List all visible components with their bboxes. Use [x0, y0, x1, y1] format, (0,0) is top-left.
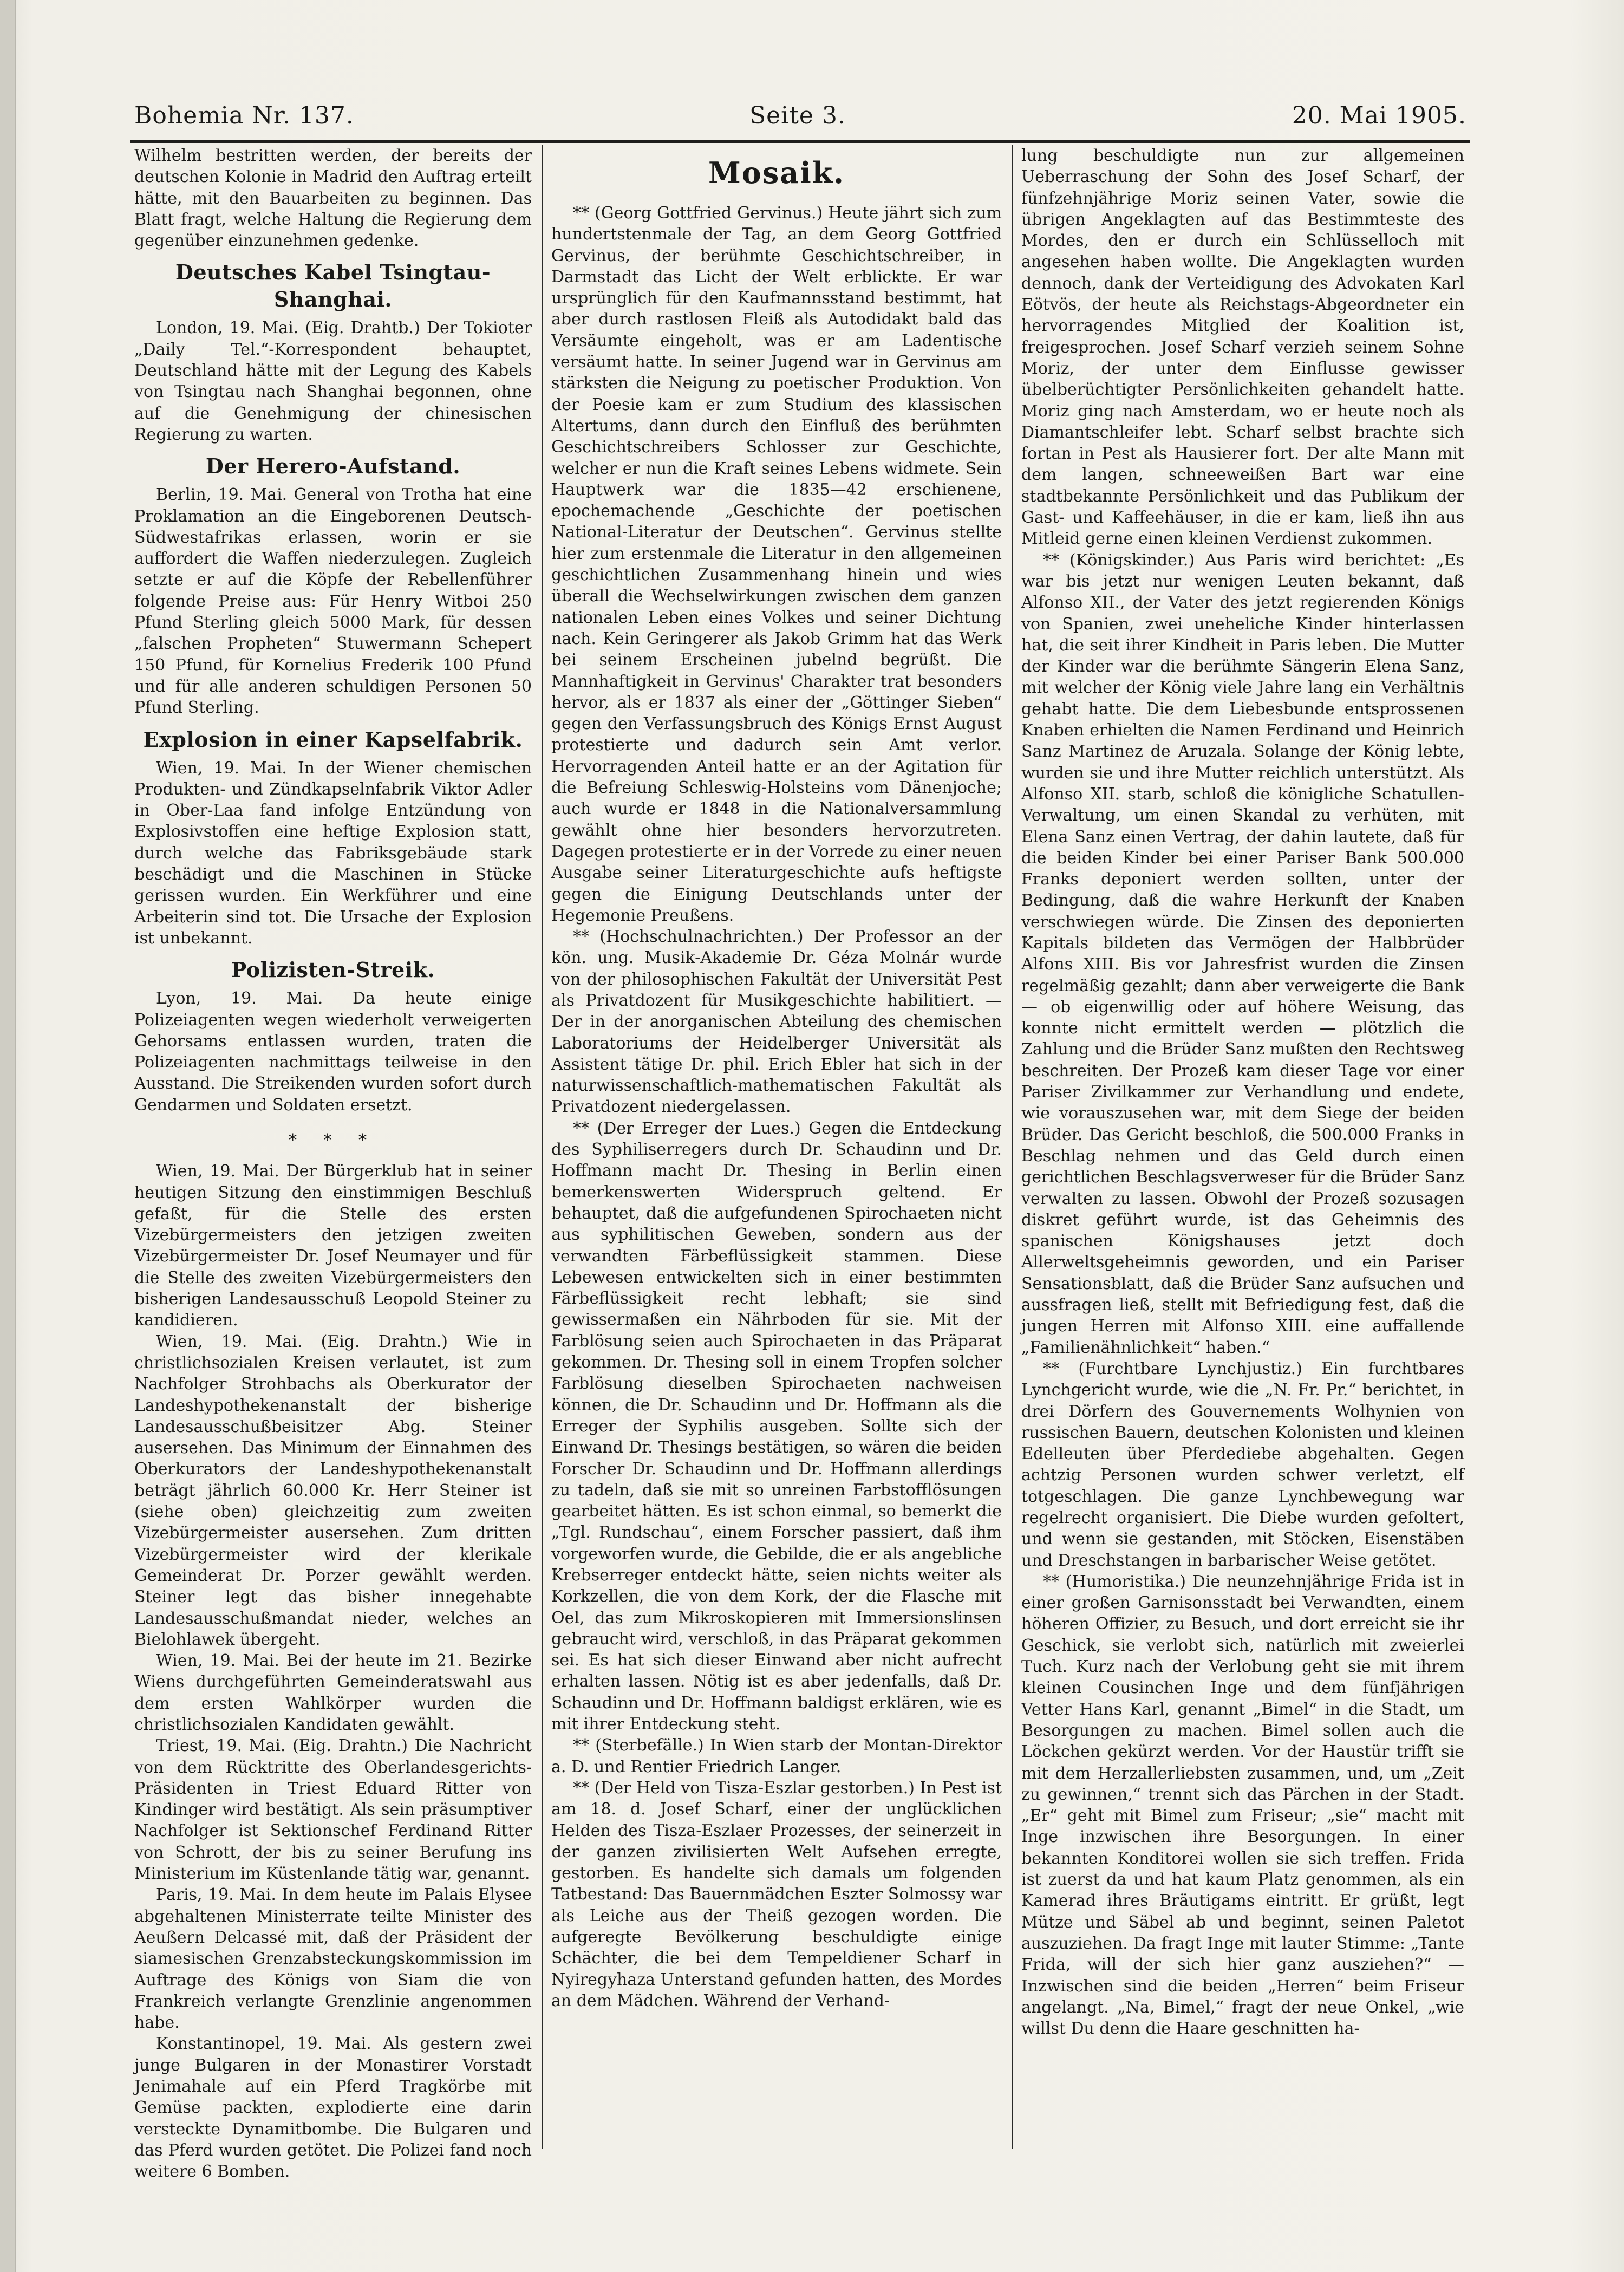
header-date: 20. Mai 1905. — [1292, 102, 1466, 129]
article-paragraph: ** (Hochschulnachrichten.) Der Professor an der kön. ung. Musik-Akademie Dr. Géza Molnár wurde von der philosophischen Fakultät der Universität Pest als Privatdozent für Musikgeschichte habilitiert. — Der in der anorganischen Abteilung des chemischen Laboratoriums der Heidelberger Universität als Assistent tätige Dr. phil. Erich Ebler hat sich in der naturwissenschaftlich-mathematischen Fakultät als Privatdozent niedergelassen. — [551, 927, 1002, 1117]
article-paragraph: ** (Der Erreger der Lues.) Gegen die Entdeckung des Syphiliserregers durch Dr. Schaudinn und Dr. Hoffmann macht Dr. Thesing in Berlin einen bemerkenswerten Widerspruch geltend. Er behauptet, daß die aufgefundenen Spirochaeten nicht aus syphilitischen Geweben, sondern aus der verwandten Färbeflüssigkeit stammen. Diese Lebewesen entwickelten sich in einer bestimmten Färbeflüssigkeit recht lebhaft; sie sind gewissermaßen ein Nährboden für sie. Mit der Farblösung seien auch Spirochaeten in das Präparat gekommen. Dr. Thesing soll in einem Tropfen solcher Farblösung dieselben Spirochaeten nachweisen können, die Dr. Schaudinn und Dr. Hoffmann als die Erreger der Syphilis ausgeben. Sollte sich der Einwand Dr. Thesings bestätigen, so wären die beiden Forscher Dr. Schaudinn und Dr. Hoffmann allerdings zu tadeln, daß sie mit so unreinen Farbstofflösungen gearbeitet hätten. Es ist schon einmal, so bemerkt die „Tgl. Rundschau“, einem Forscher passiert, daß ihm vorgeworfen wurde, die Gebilde, die er als angebliche Krebserreger entdeckt hätte, seien nichts weiter als Korkzellen, die von dem Kork, der die Flasche mit Oel, das zum Mikroskopieren mit Immersionslinsen gebraucht wird, verschloß, in das Präparat gekommen sei. Es hat sich dieser Einwand aber nicht aufrecht erhalten lassen. Nötig ist es aber jedenfalls, daß Dr. Schaudinn und Dr. Hoffmann baldigst erklären, wie es mit ihrer Entdeckung steht. — [551, 1118, 1002, 1734]
article-heading: Explosion in einer Kapselfabrik. — [143, 727, 523, 752]
header-rule — [130, 140, 1470, 143]
article-paragraph: lung beschuldigte nun zur allgemeinen Ueberraschung der Sohn des Josef Scharf, der fünfzehnjährige Moriz seinen Vater, sowie die übrigen Angeklagten auf das Bestimmteste des Mordes, den er durch ein Schlüsselloch mit angesehen haben wollte. Die Angeklagten wurden dennoch, dank der Verteidigung des Advokaten Karl Eötvös, der heute als Reichstags-Abgeordneter ein hervorragendes Mitglied der Koalition ist, freigesprochen. Josef Scharf verzieh seinem Sohne Moriz, der unter dem Einflusse gewisser übelberüchtigter Persönlichkeiten gehandelt hatte. Moriz ging nach Amsterdam, wo er heute noch als Diamantschleifer lebt. Scharf selbst brachte sich fortan in Pest als Hausierer fort. Der alte Mann mit dem langen, schneeweißen Bart war eine stadtbekannte Persönlichkeit und das Publikum der Gast- und Kaffeehäuser, in die er kam, ließ ihn aus Mitleid gerne einen kleinen Verdienst zukommen. — [1021, 146, 1464, 549]
article-heading: Deutsches Kabel Tsingtau-Shanghai. — [175, 260, 491, 312]
column-2 — [551, 145, 1002, 2149]
article-paragraph: ** (Georg Gottfried Gervinus.) Heute jährt sich zum hundertstenmale der Tag, an dem Georg Gottfried Gervinus, der berühmte Geschichtschreiber, in Darmstadt das Licht der Welt erblickte. Er war ursprünglich für den Kaufmannsstand bestimmt, hat aber durch rastlosen Fleiß als Autodidakt bald das Versäumte eingeholt, was er am Ladentische versäumt hatte. In seiner Jugend war in Gervinus am stärksten die Neigung zu poetischer Produktion. Von der Poesie kam er zum Studium des klassischen Altertums, dann durch den Einfluß des berühmten Geschichtschreibers Schlosser zur Geschichte, welcher er nun die Kraft seines Lebens widmete. Sein Hauptwerk war die 1835—42 erschienene, epochemachende „Geschichte der poetischen National-Literatur der Deutschen“. Gervinus stellte hier zum erstenmale die Literatur in den allgemeinen geschichtlichen Zusammenhang hinein und wies überall die Wechselwirkungen zwischen dem ganzen nationalen Leben eines Volkes und seiner Dichtung nach. Kein Geringerer als Jakob Grimm hat das Werk bei seinem Erscheinen jubelnd begrüßt. Die Mannhaftigkeit in Gervinus' Charakter trat besonders hervor, als er 1837 als einer der „Göttinger Sieben“ gegen den Verfassungsbruch des Königs Ernst August protestierte und dadurch sein Amt verlor. Hervorragenden Anteil hatte er an der Agitation für die Befreiung Schleswig-Holsteins vom Dänenjoche; auch wurde er 1848 in die Nationalversammlung gewählt ohne hier besonders hervorzutreten. Dagegen protestierte er in der Vorrede zu einer neuen Ausgabe seiner Literaturgeschichte aufs heftigste gegen die Einigung Deutschlands unter der Hegemonie Preußens. — [551, 204, 1002, 925]
article-paragraph: London, 19. Mai. (Eig. Drahtb.) Der Tokioter „Daily Tel.“-Korrespondent behauptet, Deutschland hätte mit der Legung des Kabels von Tsingtau nach Shanghai begonnen, ohne auf die Genehmigung der chinesischen Regierung zu warten. — [134, 318, 532, 444]
article-paragraph: Wien, 19. Mai. Bei der heute im 21. Bezirke Wiens durchgeführten Gemeinderatswahl aus dem ersten Wahlkörper wurden die christlichsozialen Kandidaten gewählt. — [134, 1651, 532, 1734]
section-title: Mosaik. — [708, 155, 845, 190]
page-header — [134, 102, 1466, 136]
article-paragraph: Wilhelm bestritten werden, der bereits der deutschen Kolonie in Madrid den Auftrag erteilt hätte, mit den Bauarbeiten zu beginnen. Das Blatt fragt, welche Haltung die Regierung dem gegenüber einzunehmen gedenke. — [134, 146, 532, 251]
article-paragraph: ** (Humoristika.) Die neunzehnjährige Frida ist in einer großen Garnisonsstadt bei Verwandten, einem höheren Offizier, zu Besuch, und dort erreicht sie ihr Geschick, sie verlobt sich, natürlich mit zweierlei Tuch. Kurz nach der Verlobung geht sie mit ihrem kleinen Cousinchen Inge und dem fünfjährigen Vetter Hans Karl, genannt „Bimel“ in die Stadt, um Besorgungen zu machen. Bimel sollen auch die Löckchen gekürzt werden. Vor der Haustür trifft sie mit dem Herzallerliebsten zusammen, und, um „Zeit zu gewinnen,“ trennt sich das Pärchen in der Stadt. „Er“ geht mit Bimel zum Friseur; „sie“ macht mit Inge inzwischen ihre Besorgungen. In einer bekannten Konditorei wollen sie sich treffen. Frida ist zuerst da und hat kaum Platz genommen, als ein Kamerad ihres Bräutigams eintritt. Er grüßt, legt Mütze und Säbel ab und beginnt, seinen Paletot auszuziehen. Da fragt Inge mit lauter Stimme: „Tante Frida, will der sich hier ganz ausziehen?“ — Inzwischen sind die beiden „Herren“ beim Friseur angelangt. „Na, Bimel,“ fragt der neue Onkel, „wie willst Du denn die Haare geschnitten ha- — [1021, 1572, 1464, 2039]
article-paragraph: ** (Sterbefälle.) In Wien starb der Montan-Direktor a. D. und Rentier Friedrich Langer. — [551, 1736, 1002, 1776]
column-3 — [1021, 145, 1464, 2149]
article-heading: Polizisten-Streik. — [231, 958, 435, 982]
article-paragraph: ** (Königskinder.) Aus Paris wird berichtet: „Es war bis jetzt nur wenigen Leuten bekannt, daß Alfonso XII., der Vater des jetzt regierenden Königs von Spanien, zwei uneheliche Kinder hinterlassen hat, die seit ihrer Kindheit in Paris leben. Die Mutter der Kinder war die berühmte Sängerin Elena Sanz, mit welcher der König viele Jahre lang ein Verhältnis gehabt hatte. Die dem Liebesbunde entsprossenen Knaben erhielten die Namen Ferdinand und Heinrich Sanz Martinez de Aruzala. Solange der König lebte, wurden sie und ihre Mutter reichlich unterstützt. Als Alfonso XII. starb, schloß die königliche Schatullen-Verwaltung, um einen Skandal zu verhüten, mit Elena Sanz einen Vertrag, der dahin lautete, daß für die beiden Kinder bei einer Pariser Bank 500.000 Franks deponiert werden sollten, unter der Bedingung, daß die wahre Herkunft der Knaben verschwiegen würde. Die Zinsen des deponierten Kapitals bildeten das Vermögen der Halbbrüder Alfons XIII. Bis vor Jahresfrist wurden die Zinsen regelmäßig gezahlt; dann aber verweigerte die Bank — ob eigenwillig oder auf höhere Weisung, das konnte nicht ermittelt werden — plötzlich die Zahlung und die Brüder Sanz mußten den Rechtsweg beschreiten. Der Prozeß kam dieser Tage vor einer Pariser Zivilkammer zur Verhandlung und endete, wie vorauszusehen war, mit dem Siege der beiden Brüder. Das Gericht beschloß, die 500.000 Franks in Beschlag nehmen und das Geld durch einen gerichtlichen Beschlagsverweser für die Brüder Sanz verwalten zu lassen. Obwohl der Prozeß sozusagen diskret geführt wurde, ist das Geheimnis des spanischen Königshauses jetzt doch Allerweltsgeheimnis geworden, und ein Pariser Sensationsblatt, daß die Brüder Sanz aufsuchen und aussfragen ließ, stellt mit Befriedigung fest, daß die jungen Herren mit Alfonso XIII. eine auffallende „Familienähnlichkeit“ haben.“ — [1021, 550, 1464, 1357]
article-paragraph: Wien, 19. Mai. In der Wiener chemischen Produkten- und Zündkapselnfabrik Viktor Adler in Ober-Laa fand infolge Entzündung von Explosivstoffen eine heftige Explosion statt, durch welche das Fabriksgebäude stark beschädigt und die Maschinen in Stücke gerissen wurden. Ein Werkführer und eine Arbeiterin sind tot. Die Ursache der Explosion ist unbekannt. — [134, 758, 532, 948]
article-paragraph: Konstantinopel, 19. Mai. Als gestern zwei junge Bulgaren in der Monastirer Vorstadt Jenimahale auf ein Pferd Tragkörbe mit Gemüse packten, explodierte eine darin versteckte Dynamitbombe. Die Bulgaren und das Pferd wurden getötet. Die Polizei fand noch weitere 6 Bomben. — [134, 2034, 532, 2182]
article-paragraph: Paris, 19. Mai. In dem heute im Palais Elysee abgehaltenen Ministerrate teilte Minister des Aeußern Delcassé mit, daß der Präsident der siamesischen Grenzabsteckungskommission im Auftrage des Königs von Siam die von Frankreich verlangte Grenzlinie angenommen habe. — [134, 1885, 532, 2033]
header-masthead: Bohemia Nr. 137. — [134, 102, 354, 129]
article-paragraph: Berlin, 19. Mai. General von Trotha hat eine Proklamation an die Eingeborenen Deutsch-Südwestafrikas erlassen, worin er sie auffordert die Waffen niederzulegen. Zugleich setzte er auf die Köpfe der Rebellenführer folgende Preise aus: Für Henry Witboi 250 Pfund Sterling gleich 5000 Mark, für dessen „falschen Propheten“ Stuwermann Schepert 150 Pfund, für Kornelius Frederik 100 Pfund und für alle anderen schuldigen Personen 50 Pfund Sterling. — [134, 485, 532, 718]
article-heading: Der Herero-Aufstand. — [205, 454, 461, 479]
article-paragraph: Lyon, 19. Mai. Da heute einige Polizeiagenten wegen wiederholt verweigerten Gehorsams entlassen wurden, traten die Polizeiagenten nachmittags teilweise in den Ausstand. Die Streikenden wurden sofort durch Gendarmen und Soldaten ersetzt. — [134, 989, 532, 1115]
page-edge — [0, 0, 16, 2272]
column-divider-2 — [1012, 145, 1013, 2149]
article-paragraph: Wien, 19. Mai. (Eig. Drahtn.) Wie in christlichsozialen Kreisen verlautet, ist zum Nachfolger Strohbachs als Oberkurator der Landeshypothekenanstalt der bisherige Landesausschußbeisitzer Abg. Steiner ausersehen. Das Minimum der Einnahmen des Oberkurators der Landeshypothekenanstalt beträgt jährlich 60.000 Kr. Herr Steiner ist (siehe oben) gleichzeitig zum zweiten Vizebürgermeister ausersehen. Zum dritten Vizebürgermeister wird der klerikale Gemeinderat Dr. Porzer gewählt werden. Steiner legt das bisher innegehabte Landesausschußmandat nieder, welches an Bielohlawek übergeht. — [134, 1332, 532, 1649]
article-paragraph: ** (Furchtbare Lynchjustiz.) Ein furchtbares Lynchgericht wurde, wie die „N. Fr. Pr.“ berichtet, in drei Dörfern des Gouvernements Wolhynien von russischen Bauern, deutschen Kolonisten und kleinen Edelleuten über Pferdediebe abgehalten. Gegen achtzig Personen wurden schwer verletzt, elf totgeschlagen. Die ganze Lynchbewegung war regelrecht organisiert. Die Diebe wurden gefoltert, und wenn sie gestanden, mit Stöcken, Eisenstäben und Dreschstangen in barbarischer Weise getötet. — [1021, 1359, 1464, 1570]
column-divider-1 — [542, 145, 543, 2149]
article-paragraph: ** (Der Held von Tisza-Eszlar gestorben.) In Pest ist am 18. d. Josef Scharf, einer der unglücklichen Helden des Tisza-Eszlaer Prozesses, der seinerzeit in der ganzen zivilisierten Welt Aufsehen erregte, gestorben. Es handelte sich damals um folgenden Tatbestand: Das Bauernmädchen Eszter Solmossy war als Leiche aus der Theiß gezogen worden. Die aufgeregte Bevölkerung beschuldigte einige Schächter, die bei dem Tempeldiener Scharf in Nyiregyhaza Unterstand gefunden hatten, des Mordes an dem Mädchen. Während der Verhand- — [551, 1778, 1002, 2010]
article-paragraph: Triest, 19. Mai. (Eig. Drahtn.) Die Nachricht von dem Rücktritte des Oberlandesgerichts-Präsidenten in Triest Eduard Ritter von Kindinger wird bestätigt. Als sein präsumptiver Nachfolger ist Sektionschef Ferdinand Ritter von Schrott, der bis zu seiner Berufung ins Ministerium im Küstenlande tätig war, genannt. — [134, 1736, 532, 1884]
section-separator: * * * — [288, 1130, 378, 1150]
column-1 — [134, 145, 532, 2182]
article-paragraph: Wien, 19. Mai. Der Bürgerklub hat in seiner heutigen Sitzung den einstimmigen Beschluß gefaßt, für die Stelle des ersten Vizebürgermeisters den jetzigen zweiten Vizebürgermeister Dr. Josef Neumayer und für die Stelle des zweiten Vizebürgermeisters den bisherigen Landesausschuß Leopold Steiner zu kandidieren. — [134, 1162, 532, 1330]
header-page-number: Seite 3. — [749, 102, 846, 129]
